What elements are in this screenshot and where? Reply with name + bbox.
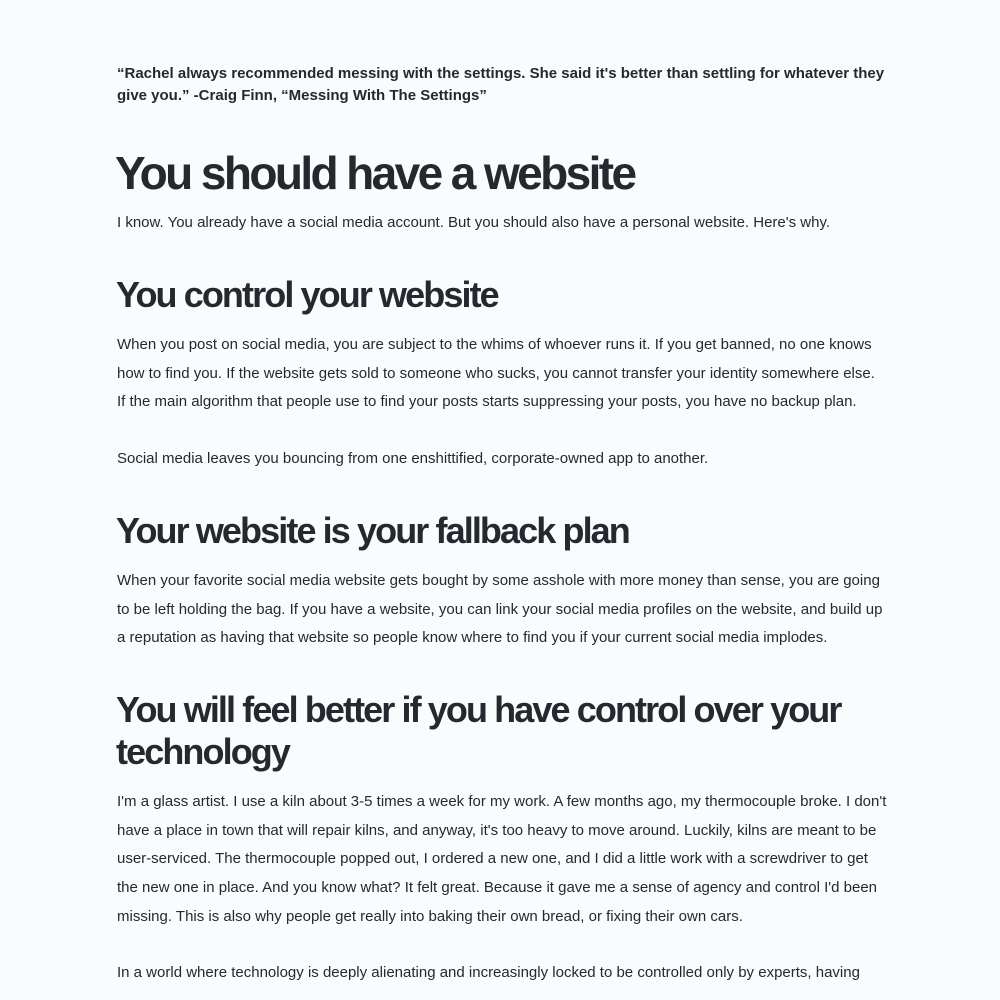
section-feel-better-paragraph-2: In a world where technology is deeply alienating and increasingly locked to be controlled only by experts, having [117,964,860,981]
epigraph-quote: “Rachel always recommended messing with the settings. She said it's better than settling for whatever they give you.” -Craig Finn, “Messing With The Settings” [117,65,885,104]
section-fallback-paragraph-1: When your favorite social media website gets bought by some asshole with more money than sense, you are going to be left holding the bag. If you have a website, you can link your social media profiles on the website, and build up a reputation as having that website so people know where to find you if your current social media implodes. [117,572,883,647]
section-heading-control: You control your website [116,274,498,315]
section-feel-better-paragraph-1: I'm a glass artist. I use a kiln about 3-5 times a week for my work. A few months ago, my thermocouple broke. I don't have a place in town that will repair kilns, and anyway, it's too heavy to move around. Luckily, kilns are meant to be user-serviced. The thermocouple popped out, I ordered a new one, and I did a little work with a screwdriver to get the new one in place. And you know what? It felt great. Because it gave me a sense of agency and control I'd been missing. This is also why people get really into baking their own bread, or fixing their own cars. [117,793,887,925]
intro-paragraph: I know. You already have a social media account. But you should also have a personal website. Here's why. [117,214,831,231]
page-title: You should have a website [115,147,635,199]
section-control-paragraph-1: When you post on social media, you are subject to the whims of whoever runs it. If you get banned, no one knows how to find you. If the website gets sold to someone who sucks, you cannot transfer your identity somewhere else. If the main algorithm that people use to find your posts starts suppressing your posts, you have no backup plan. [117,336,875,411]
section-heading-feel-better: You will feel better if you have control over your technology [116,689,841,772]
section-heading-fallback: Your website is your fallback plan [116,510,629,551]
section-control-paragraph-2: Social media leaves you bouncing from one enshittified, corporate-owned app to another. [117,450,709,467]
